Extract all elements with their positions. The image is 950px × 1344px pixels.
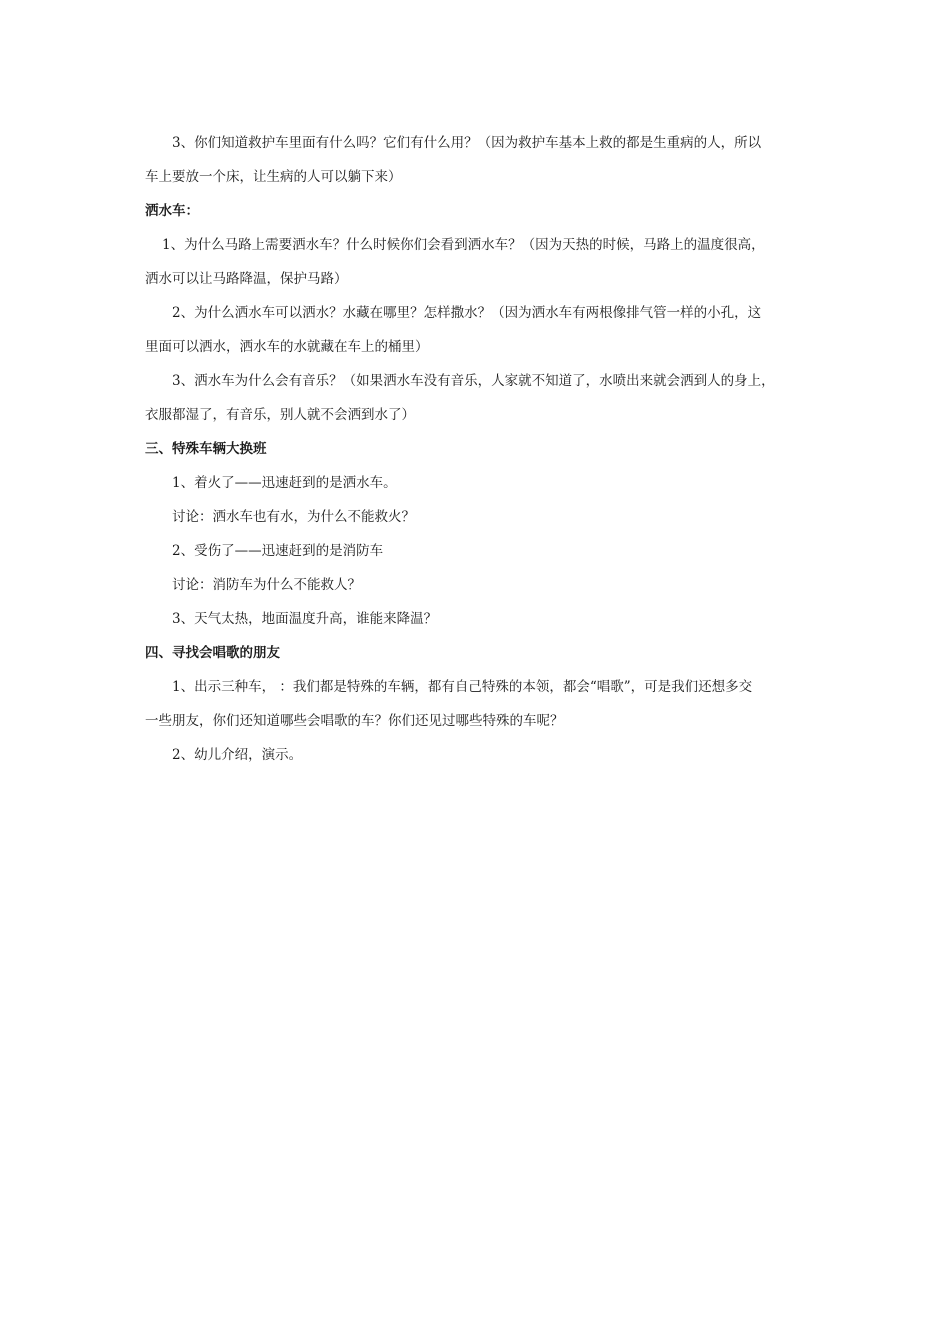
section-three-heading: 三、特殊车辆大换班 — [145, 441, 267, 457]
section-four-heading: 四、寻找会唱歌的朋友 — [145, 645, 280, 661]
section-three-item-3: 3、天气太热，地面温度升高，谁能来降温？ — [172, 611, 438, 627]
sprinkler-question-2-line-1: 2、为什么洒水车可以洒水？水藏在哪里？怎样撒水？（因为洒水车有两根像排气管一样的小孔，这 — [172, 305, 762, 321]
sprinkler-heading: 洒水车： — [145, 203, 199, 219]
section-four-item-1-line-2: 一些朋友，你们还知道哪些会唱歌的车？你们还见过哪些特殊的车呢？ — [145, 713, 564, 729]
sprinkler-question-3-line-1: 3、洒水车为什么会有音乐？（如果洒水车没有音乐，人家就不知道了，水喷出来就会洒到人的身上， — [172, 373, 775, 389]
document-body — [145, 126, 810, 772]
section-four-item-1-line-1: 1、出示三种车， ：我们都是特殊的车辆，都有自己特殊的本领，都会“唱歌”，可是我们还想多交 — [172, 679, 753, 695]
sprinkler-question-2-line-2: 里面可以洒水，洒水车的水就藏在车上的桶里） — [145, 339, 429, 355]
sprinkler-question-3-line-2: 衣服都湿了，有音乐，别人就不会洒到水了） — [145, 407, 415, 423]
section-three-discussion-2: 讨论：消防车为什么不能救人？ — [172, 577, 361, 593]
section-four-item-2: 2、幼儿介绍，演示。 — [172, 747, 303, 763]
section-three-discussion-1: 讨论：洒水车也有水，为什么不能救火？ — [172, 509, 415, 525]
section-three-item-1: 1、着火了——迅速赶到的是洒水车。 — [172, 475, 397, 491]
section-three-item-2: 2、受伤了——迅速赶到的是消防车 — [172, 543, 384, 559]
ambulance-question-3-line-2: 车上要放一个床，让生病的人可以躺下来） — [145, 169, 402, 185]
sprinkler-question-1-line-1: 1、为什么马路上需要洒水车？什么时候你们会看到洒水车？（因为天热的时候，马路上的温度很高， — [162, 237, 765, 253]
sprinkler-question-1-line-2: 洒水可以让马路降温，保护马路） — [145, 271, 348, 287]
ambulance-question-3-line-1: 3、你们知道救护车里面有什么吗？它们有什么用？（因为救护车基本上救的都是生重病的人，所以 — [172, 135, 762, 151]
